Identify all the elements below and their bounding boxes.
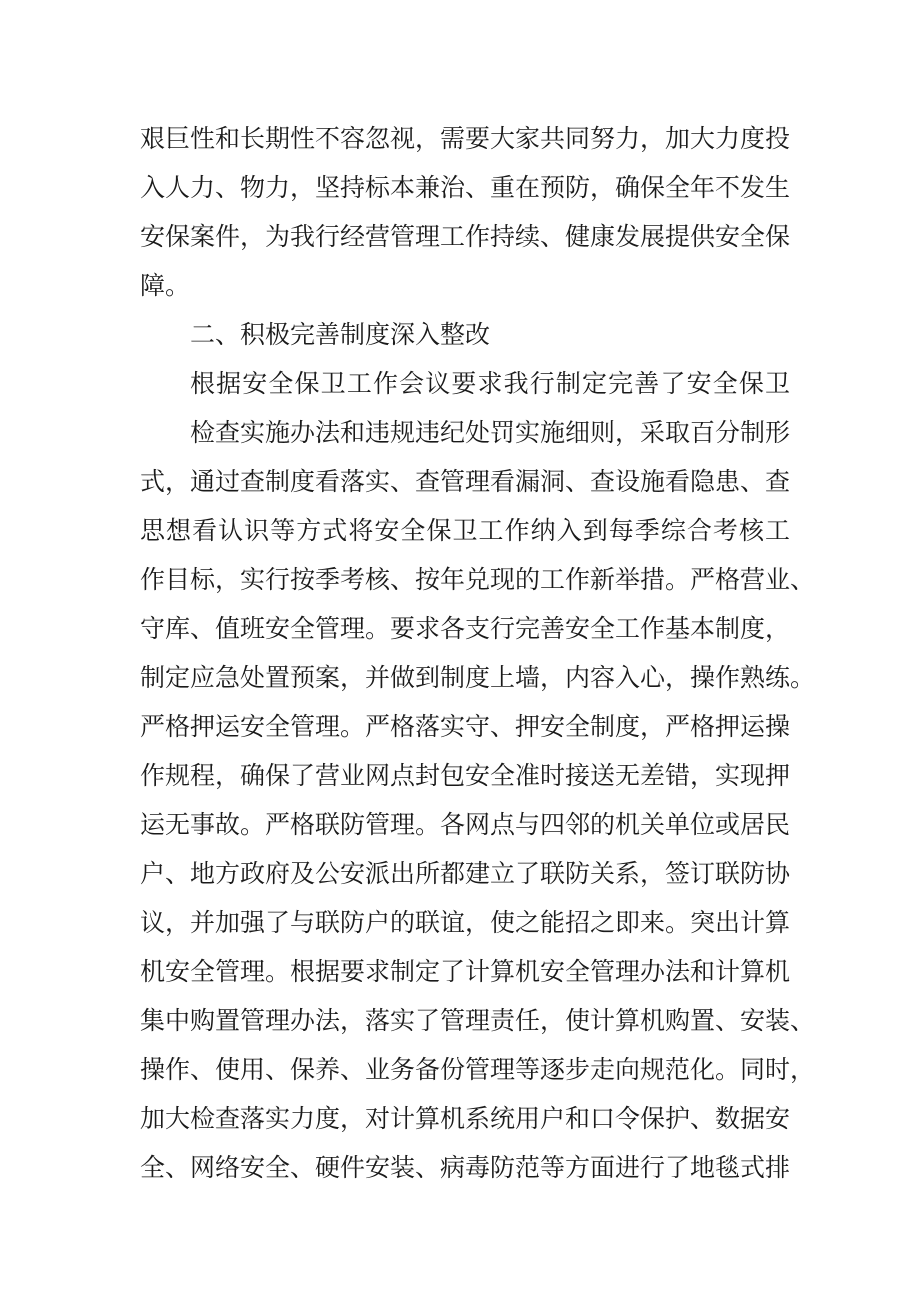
text-line: 制定应急处置预案，并做到制度上墙，内容入心，操作熟练。 [140,663,816,692]
text-line: 作目标，实行按季考核、按年兑现的工作新举措。严格营业、 [140,565,816,594]
text-line: 根据安全保卫工作会议要求我行制定完善了安全保卫 [190,369,790,398]
text-line: 户、地方政府及公安派出所都建立了联防关系，签订联防协 [140,859,791,888]
text-line: 式，通过查制度看落实、查管理看漏洞、查设施看隐患、查 [140,467,791,496]
text-line: 守库、值班安全管理。要求各支行完善安全工作基本制度， [140,614,791,643]
text-line: 安保案件，为我行经营管理工作持续、健康发展提供安全保 [140,222,791,251]
text-line: 艰巨性和长期性不容忽视，需要大家共同努力，加大力度投 [140,124,791,153]
text-line: 检查实施办法和违规违纪处罚实施细则，采取百分制形 [190,418,791,447]
text-line: 机安全管理。根据要求制定了计算机安全管理办法和计算机 [140,957,791,986]
text-line: 障。 [140,271,191,300]
section-heading: 二、积极完善制度深入整改 [190,320,491,349]
text-line: 全、网络安全、硬件安装、病毒防范等方面进行了地毯式排 [140,1153,791,1182]
text-line: 运无事故。严格联防管理。各网点与四邻的机关单位或居民 [140,810,791,839]
text-line: 思想看认识等方式将安全保卫工作纳入到每季综合考核工 [140,516,790,545]
text-line: 操作、使用、保养、业务备份管理等逐步走向规范化。同时， [140,1055,816,1084]
text-line: 集中购置管理办法，落实了管理责任，使计算机购置、安装、 [140,1006,816,1035]
text-line: 严格押运安全管理。严格落实守、押安全制度，严格押运操 [140,712,791,741]
text-line: 作规程，确保了营业网点封包安全准时接送无差错，实现押 [140,761,791,790]
text-line: 议，并加强了与联防户的联谊，使之能招之即来。突出计算 [140,908,791,937]
text-line: 入人力、物力，坚持标本兼治、重在预防，确保全年不发生 [140,173,791,202]
text-line: 加大检查落实力度，对计算机系统用户和口令保护、数据安 [140,1104,791,1133]
